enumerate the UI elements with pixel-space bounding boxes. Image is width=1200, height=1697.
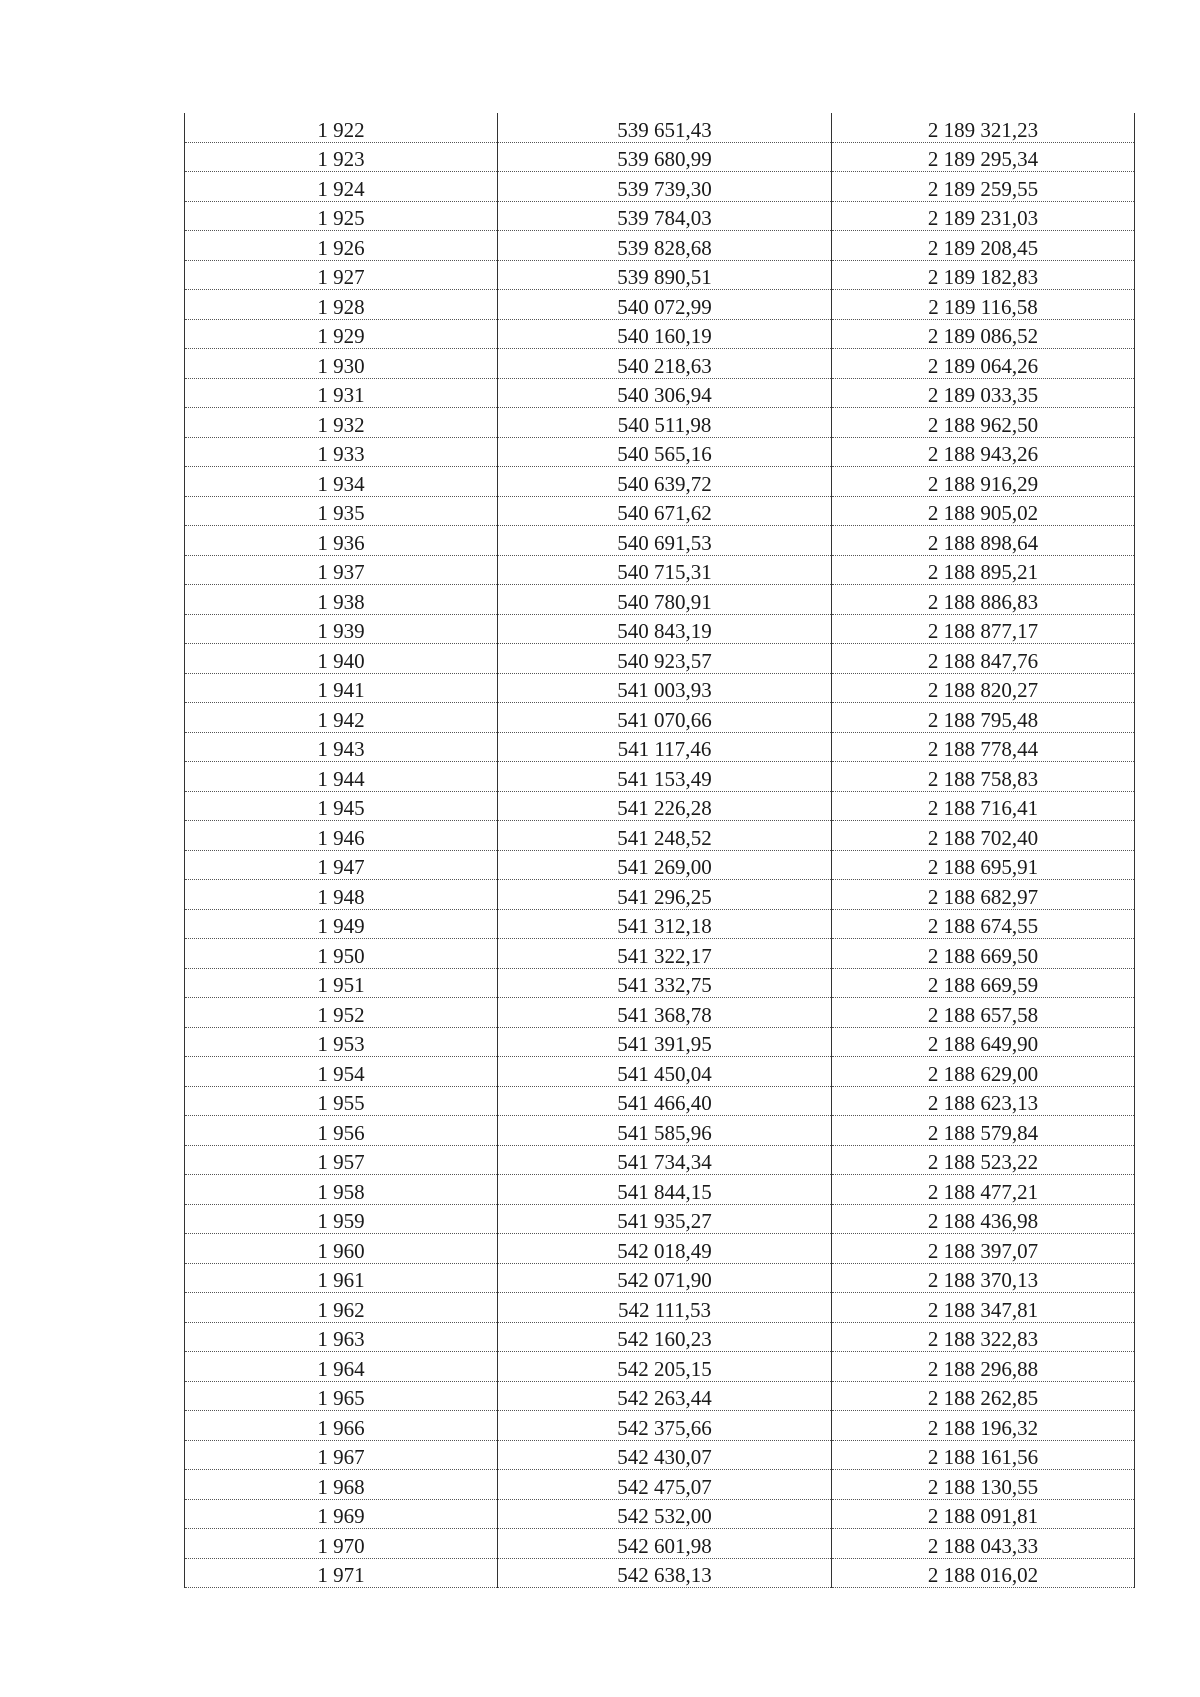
point-number-cell: 1 922 bbox=[185, 113, 498, 142]
point-number-cell: 1 927 bbox=[185, 260, 498, 290]
point-number-cell: 1 924 bbox=[185, 172, 498, 202]
y-coordinate-cell: 2 188 370,13 bbox=[832, 1263, 1135, 1293]
x-coordinate-cell: 541 248,52 bbox=[498, 821, 832, 851]
x-coordinate-cell: 541 070,66 bbox=[498, 703, 832, 733]
y-coordinate-cell: 2 188 657,58 bbox=[832, 998, 1135, 1028]
x-coordinate-cell: 542 111,53 bbox=[498, 1293, 832, 1323]
table-row bbox=[185, 939, 1135, 969]
point-number-cell: 1 930 bbox=[185, 349, 498, 379]
x-coordinate-cell: 540 072,99 bbox=[498, 290, 832, 320]
x-coordinate-cell: 541 003,93 bbox=[498, 673, 832, 703]
x-coordinate-cell: 541 368,78 bbox=[498, 998, 832, 1028]
x-coordinate-cell: 542 018,49 bbox=[498, 1234, 832, 1264]
point-number-cell: 1 947 bbox=[185, 850, 498, 880]
y-coordinate-cell: 2 188 916,29 bbox=[832, 467, 1135, 497]
point-number-cell: 1 959 bbox=[185, 1204, 498, 1234]
y-coordinate-cell: 2 188 130,55 bbox=[832, 1470, 1135, 1500]
x-coordinate-cell: 540 671,62 bbox=[498, 496, 832, 526]
point-number-cell: 1 939 bbox=[185, 614, 498, 644]
point-number-cell: 1 948 bbox=[185, 880, 498, 910]
point-number-cell: 1 957 bbox=[185, 1145, 498, 1175]
y-coordinate-cell: 2 189 064,26 bbox=[832, 349, 1135, 379]
table-row bbox=[185, 732, 1135, 762]
x-coordinate-cell: 541 391,95 bbox=[498, 1027, 832, 1057]
y-coordinate-cell: 2 188 886,83 bbox=[832, 585, 1135, 615]
point-number-cell: 1 971 bbox=[185, 1558, 498, 1588]
table-row bbox=[185, 1204, 1135, 1234]
table-row bbox=[185, 909, 1135, 939]
point-number-cell: 1 945 bbox=[185, 791, 498, 821]
point-number-cell: 1 944 bbox=[185, 762, 498, 792]
x-coordinate-cell: 541 153,49 bbox=[498, 762, 832, 792]
y-coordinate-cell: 2 188 322,83 bbox=[832, 1322, 1135, 1352]
point-number-cell: 1 933 bbox=[185, 437, 498, 467]
x-coordinate-cell: 542 071,90 bbox=[498, 1263, 832, 1293]
point-number-cell: 1 941 bbox=[185, 673, 498, 703]
table-row bbox=[185, 1263, 1135, 1293]
table-row bbox=[185, 378, 1135, 408]
y-coordinate-cell: 2 188 091,81 bbox=[832, 1499, 1135, 1529]
y-coordinate-cell: 2 189 321,23 bbox=[832, 113, 1135, 142]
point-number-cell: 1 955 bbox=[185, 1086, 498, 1116]
point-number-cell: 1 940 bbox=[185, 644, 498, 674]
y-coordinate-cell: 2 188 649,90 bbox=[832, 1027, 1135, 1057]
table-row bbox=[185, 1322, 1135, 1352]
point-number-cell: 1 934 bbox=[185, 467, 498, 497]
x-coordinate-cell: 540 691,53 bbox=[498, 526, 832, 556]
x-coordinate-cell: 541 269,00 bbox=[498, 850, 832, 880]
table-row bbox=[185, 1352, 1135, 1382]
table-row bbox=[185, 1440, 1135, 1470]
y-coordinate-cell: 2 188 043,33 bbox=[832, 1529, 1135, 1559]
y-coordinate-cell: 2 188 702,40 bbox=[832, 821, 1135, 851]
table-row bbox=[185, 349, 1135, 379]
point-number-cell: 1 963 bbox=[185, 1322, 498, 1352]
x-coordinate-cell: 541 734,34 bbox=[498, 1145, 832, 1175]
table-row bbox=[185, 998, 1135, 1028]
x-coordinate-cell: 539 828,68 bbox=[498, 231, 832, 261]
point-number-cell: 1 938 bbox=[185, 585, 498, 615]
x-coordinate-cell: 539 739,30 bbox=[498, 172, 832, 202]
x-coordinate-cell: 541 296,25 bbox=[498, 880, 832, 910]
table-row bbox=[185, 201, 1135, 231]
x-coordinate-cell: 541 466,40 bbox=[498, 1086, 832, 1116]
table-row bbox=[185, 791, 1135, 821]
table-row bbox=[185, 1175, 1135, 1205]
table-row bbox=[185, 1381, 1135, 1411]
y-coordinate-cell: 2 188 820,27 bbox=[832, 673, 1135, 703]
table-row bbox=[185, 762, 1135, 792]
table-row bbox=[185, 231, 1135, 261]
x-coordinate-cell: 540 923,57 bbox=[498, 644, 832, 674]
y-coordinate-cell: 2 188 347,81 bbox=[832, 1293, 1135, 1323]
point-number-cell: 1 968 bbox=[185, 1470, 498, 1500]
table-row bbox=[185, 172, 1135, 202]
y-coordinate-cell: 2 188 716,41 bbox=[832, 791, 1135, 821]
point-number-cell: 1 958 bbox=[185, 1175, 498, 1205]
table-row bbox=[185, 113, 1135, 142]
point-number-cell: 1 967 bbox=[185, 1440, 498, 1470]
point-number-cell: 1 966 bbox=[185, 1411, 498, 1441]
x-coordinate-cell: 542 430,07 bbox=[498, 1440, 832, 1470]
table-row bbox=[185, 290, 1135, 320]
y-coordinate-cell: 2 188 669,59 bbox=[832, 968, 1135, 998]
y-coordinate-cell: 2 188 477,21 bbox=[832, 1175, 1135, 1205]
x-coordinate-cell: 540 511,98 bbox=[498, 408, 832, 438]
x-coordinate-cell: 541 844,15 bbox=[498, 1175, 832, 1205]
x-coordinate-cell: 541 450,04 bbox=[498, 1057, 832, 1087]
x-coordinate-cell: 540 160,19 bbox=[498, 319, 832, 349]
point-number-cell: 1 932 bbox=[185, 408, 498, 438]
point-number-cell: 1 925 bbox=[185, 201, 498, 231]
y-coordinate-cell: 2 188 579,84 bbox=[832, 1116, 1135, 1146]
y-coordinate-cell: 2 189 231,03 bbox=[832, 201, 1135, 231]
table-row bbox=[185, 1086, 1135, 1116]
y-coordinate-cell: 2 188 674,55 bbox=[832, 909, 1135, 939]
y-coordinate-cell: 2 188 629,00 bbox=[832, 1057, 1135, 1087]
y-coordinate-cell: 2 189 208,45 bbox=[832, 231, 1135, 261]
coordinates-table bbox=[184, 113, 1135, 1588]
point-number-cell: 1 949 bbox=[185, 909, 498, 939]
table-row bbox=[185, 1234, 1135, 1264]
y-coordinate-cell: 2 188 847,76 bbox=[832, 644, 1135, 674]
table-row bbox=[185, 526, 1135, 556]
point-number-cell: 1 961 bbox=[185, 1263, 498, 1293]
point-number-cell: 1 931 bbox=[185, 378, 498, 408]
point-number-cell: 1 936 bbox=[185, 526, 498, 556]
x-coordinate-cell: 542 263,44 bbox=[498, 1381, 832, 1411]
point-number-cell: 1 954 bbox=[185, 1057, 498, 1087]
y-coordinate-cell: 2 188 296,88 bbox=[832, 1352, 1135, 1382]
point-number-cell: 1 962 bbox=[185, 1293, 498, 1323]
table-row bbox=[185, 1499, 1135, 1529]
table-row bbox=[185, 408, 1135, 438]
y-coordinate-cell: 2 189 116,58 bbox=[832, 290, 1135, 320]
table-row bbox=[185, 467, 1135, 497]
table-row bbox=[185, 673, 1135, 703]
y-coordinate-cell: 2 188 898,64 bbox=[832, 526, 1135, 556]
x-coordinate-cell: 540 843,19 bbox=[498, 614, 832, 644]
table-row bbox=[185, 644, 1135, 674]
point-number-cell: 1 943 bbox=[185, 732, 498, 762]
y-coordinate-cell: 2 189 086,52 bbox=[832, 319, 1135, 349]
y-coordinate-cell: 2 188 795,48 bbox=[832, 703, 1135, 733]
x-coordinate-cell: 541 226,28 bbox=[498, 791, 832, 821]
y-coordinate-cell: 2 188 943,26 bbox=[832, 437, 1135, 467]
point-number-cell: 1 926 bbox=[185, 231, 498, 261]
x-coordinate-cell: 540 218,63 bbox=[498, 349, 832, 379]
x-coordinate-cell: 541 322,17 bbox=[498, 939, 832, 969]
y-coordinate-cell: 2 189 295,34 bbox=[832, 142, 1135, 172]
y-coordinate-cell: 2 189 259,55 bbox=[832, 172, 1135, 202]
table-row bbox=[185, 437, 1135, 467]
table-row bbox=[185, 850, 1135, 880]
y-coordinate-cell: 2 188 695,91 bbox=[832, 850, 1135, 880]
point-number-cell: 1 970 bbox=[185, 1529, 498, 1559]
y-coordinate-cell: 2 188 436,98 bbox=[832, 1204, 1135, 1234]
table-row bbox=[185, 1293, 1135, 1323]
table-row bbox=[185, 1027, 1135, 1057]
table-row bbox=[185, 555, 1135, 585]
x-coordinate-cell: 541 117,46 bbox=[498, 732, 832, 762]
x-coordinate-cell: 539 651,43 bbox=[498, 113, 832, 142]
y-coordinate-cell: 2 188 758,83 bbox=[832, 762, 1135, 792]
table-row bbox=[185, 821, 1135, 851]
y-coordinate-cell: 2 188 682,97 bbox=[832, 880, 1135, 910]
y-coordinate-cell: 2 188 669,50 bbox=[832, 939, 1135, 969]
point-number-cell: 1 946 bbox=[185, 821, 498, 851]
table-row bbox=[185, 585, 1135, 615]
y-coordinate-cell: 2 188 905,02 bbox=[832, 496, 1135, 526]
y-coordinate-cell: 2 188 397,07 bbox=[832, 1234, 1135, 1264]
point-number-cell: 1 952 bbox=[185, 998, 498, 1028]
point-number-cell: 1 951 bbox=[185, 968, 498, 998]
point-number-cell: 1 969 bbox=[185, 1499, 498, 1529]
x-coordinate-cell: 539 890,51 bbox=[498, 260, 832, 290]
y-coordinate-cell: 2 188 161,56 bbox=[832, 1440, 1135, 1470]
x-coordinate-cell: 539 680,99 bbox=[498, 142, 832, 172]
x-coordinate-cell: 541 585,96 bbox=[498, 1116, 832, 1146]
x-coordinate-cell: 541 332,75 bbox=[498, 968, 832, 998]
point-number-cell: 1 937 bbox=[185, 555, 498, 585]
table-row bbox=[185, 496, 1135, 526]
y-coordinate-cell: 2 189 182,83 bbox=[832, 260, 1135, 290]
table-row bbox=[185, 142, 1135, 172]
x-coordinate-cell: 542 638,13 bbox=[498, 1558, 832, 1588]
y-coordinate-cell: 2 188 778,44 bbox=[832, 732, 1135, 762]
table-row bbox=[185, 968, 1135, 998]
y-coordinate-cell: 2 188 016,02 bbox=[832, 1558, 1135, 1588]
x-coordinate-cell: 540 715,31 bbox=[498, 555, 832, 585]
table-row bbox=[185, 880, 1135, 910]
x-coordinate-cell: 541 935,27 bbox=[498, 1204, 832, 1234]
y-coordinate-cell: 2 188 523,22 bbox=[832, 1145, 1135, 1175]
point-number-cell: 1 964 bbox=[185, 1352, 498, 1382]
table-row bbox=[185, 1145, 1135, 1175]
coordinates-table-body bbox=[185, 113, 1135, 1588]
table-row bbox=[185, 260, 1135, 290]
point-number-cell: 1 953 bbox=[185, 1027, 498, 1057]
x-coordinate-cell: 540 639,72 bbox=[498, 467, 832, 497]
table-row bbox=[185, 1411, 1135, 1441]
x-coordinate-cell: 542 532,00 bbox=[498, 1499, 832, 1529]
y-coordinate-cell: 2 188 895,21 bbox=[832, 555, 1135, 585]
y-coordinate-cell: 2 188 962,50 bbox=[832, 408, 1135, 438]
point-number-cell: 1 935 bbox=[185, 496, 498, 526]
table-row bbox=[185, 1529, 1135, 1559]
table-row bbox=[185, 319, 1135, 349]
x-coordinate-cell: 540 780,91 bbox=[498, 585, 832, 615]
table-row bbox=[185, 1558, 1135, 1588]
point-number-cell: 1 942 bbox=[185, 703, 498, 733]
y-coordinate-cell: 2 188 196,32 bbox=[832, 1411, 1135, 1441]
point-number-cell: 1 923 bbox=[185, 142, 498, 172]
point-number-cell: 1 928 bbox=[185, 290, 498, 320]
table-row bbox=[185, 1116, 1135, 1146]
x-coordinate-cell: 542 205,15 bbox=[498, 1352, 832, 1382]
x-coordinate-cell: 539 784,03 bbox=[498, 201, 832, 231]
table-row bbox=[185, 614, 1135, 644]
point-number-cell: 1 950 bbox=[185, 939, 498, 969]
x-coordinate-cell: 542 601,98 bbox=[498, 1529, 832, 1559]
x-coordinate-cell: 542 475,07 bbox=[498, 1470, 832, 1500]
table-row bbox=[185, 1470, 1135, 1500]
y-coordinate-cell: 2 188 262,85 bbox=[832, 1381, 1135, 1411]
x-coordinate-cell: 540 306,94 bbox=[498, 378, 832, 408]
table-row bbox=[185, 703, 1135, 733]
x-coordinate-cell: 541 312,18 bbox=[498, 909, 832, 939]
x-coordinate-cell: 542 160,23 bbox=[498, 1322, 832, 1352]
table-row bbox=[185, 1057, 1135, 1087]
y-coordinate-cell: 2 189 033,35 bbox=[832, 378, 1135, 408]
y-coordinate-cell: 2 188 623,13 bbox=[832, 1086, 1135, 1116]
point-number-cell: 1 929 bbox=[185, 319, 498, 349]
y-coordinate-cell: 2 188 877,17 bbox=[832, 614, 1135, 644]
point-number-cell: 1 960 bbox=[185, 1234, 498, 1264]
point-number-cell: 1 956 bbox=[185, 1116, 498, 1146]
x-coordinate-cell: 540 565,16 bbox=[498, 437, 832, 467]
point-number-cell: 1 965 bbox=[185, 1381, 498, 1411]
x-coordinate-cell: 542 375,66 bbox=[498, 1411, 832, 1441]
